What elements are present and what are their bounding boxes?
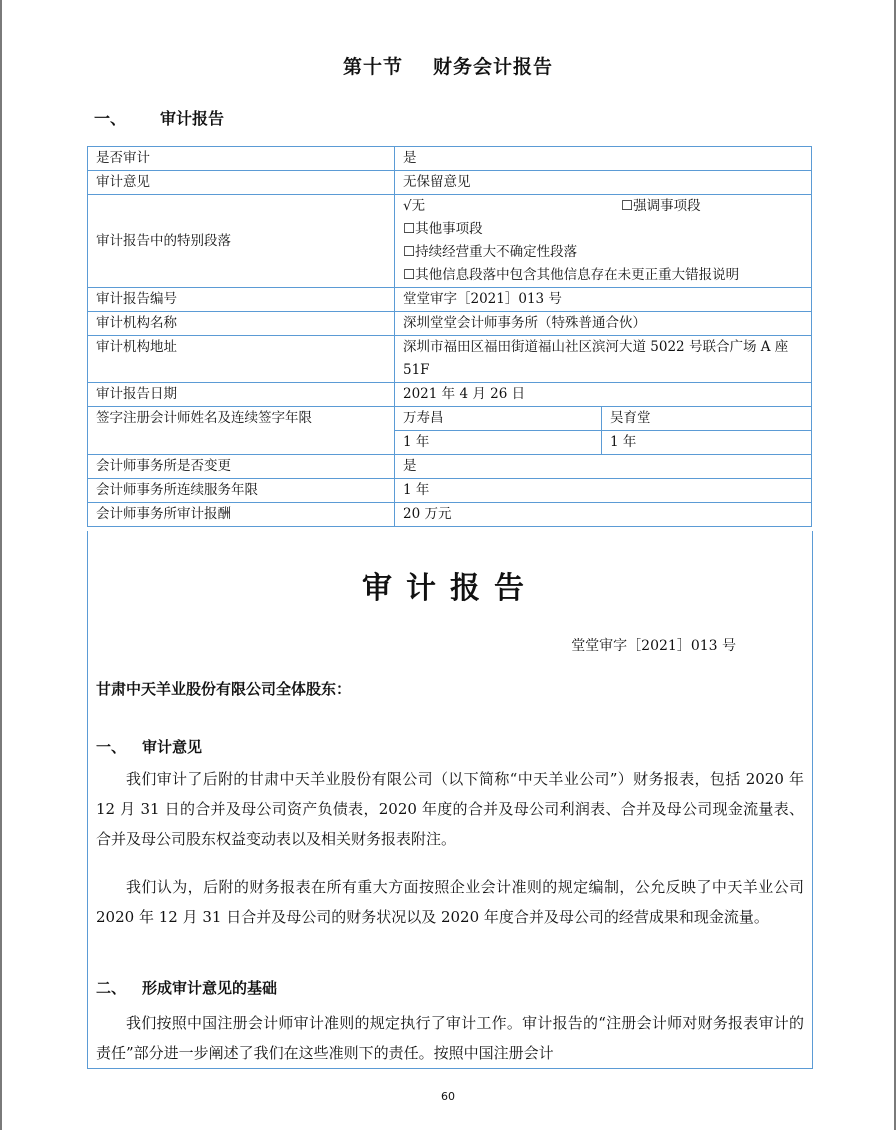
- special-paragraph-options: [395, 195, 812, 288]
- table-row: [88, 503, 812, 527]
- section-name: 财务会计报告: [433, 56, 554, 78]
- row-label: 审计机构名称: [88, 312, 395, 336]
- basis-number: 二、: [96, 979, 127, 997]
- page-number: 60: [441, 1090, 455, 1103]
- audit-fee-value: 20 万元: [395, 503, 812, 527]
- row-label: 审计机构地址: [88, 336, 395, 383]
- table-row: [88, 147, 812, 171]
- signer-name-2: 吴育堂: [602, 407, 812, 431]
- service-years-value: 1 年: [395, 479, 812, 503]
- table-row: [88, 171, 812, 195]
- signer-name-1: 万寿昌: [395, 407, 602, 431]
- page-edge-left: [0, 0, 2, 1130]
- firm-address-value: 深圳市福田区福田街道福山社区滨河大道 5022 号联合广场 A 座 51F: [395, 336, 812, 383]
- subsection-heading: [94, 106, 224, 129]
- table-row: [88, 288, 812, 312]
- table-row-special-paragraphs: [88, 195, 812, 288]
- signer-years-1: 1 年: [395, 431, 602, 455]
- signer-years-2: 1 年: [602, 431, 812, 455]
- row-label: 审计报告编号: [88, 288, 395, 312]
- row-label: 审计报告中的特别段落: [88, 195, 395, 288]
- option-other-info-checkbox: ☐其他信息段落中包含其他信息存在未更正重大错报说明: [403, 267, 740, 283]
- table-row-signers: [88, 407, 812, 431]
- basis-title: 形成审计意见的基础: [142, 979, 278, 997]
- report-addressee: 甘肃中天羊业股份有限公司全体股东：: [96, 680, 352, 698]
- option-other-matters-checkbox: ☐其他事项段: [403, 221, 483, 237]
- audit-report-box: [87, 531, 813, 1069]
- section-title: [0, 52, 896, 79]
- report-reference-number: 堂堂审字［2021］013 号: [571, 638, 736, 654]
- option-going-concern-checkbox: ☐持续经营重大不确定性段落: [403, 244, 578, 260]
- basis-paragraph-1: 我们按照中国注册会计师审计准则的规定执行了审计工作。审计报告的“注册会计师对财务报表审计的责任”部分进一步阐述了我们在这些准则下的责任。按照中国注册会计: [96, 1014, 804, 1062]
- opinion-number: 一、: [96, 738, 127, 756]
- opinion-heading: [96, 736, 202, 757]
- audit-info-table: [87, 146, 812, 527]
- subsection-title: 审计报告: [160, 109, 225, 128]
- opinion-paragraph-2: 我们认为，后附的财务报表在所有重大方面按照企业会计准则的规定编制，公允反映了中天羊业公司 2020 年 12 月 31 日合并及母公司的财务状况以及 2020 年度合并及母公司的经营成果和现金流量。: [96, 878, 804, 926]
- row-label: 会计师事务所是否变更: [88, 455, 395, 479]
- row-label: 会计师事务所连续服务年限: [88, 479, 395, 503]
- opinion-title: 审计意见: [142, 738, 203, 756]
- report-number-value: 堂堂审字［2021］013 号: [395, 288, 812, 312]
- table-row: [88, 479, 812, 503]
- table-row: [88, 455, 812, 479]
- report-date-value: 2021 年 4 月 26 日: [395, 383, 812, 407]
- row-label: 会计师事务所审计报酬: [88, 503, 395, 527]
- row-label: 审计意见: [88, 171, 395, 195]
- row-label: 签字注册会计师姓名及连续签字年限: [88, 407, 395, 455]
- row-value: 是: [395, 147, 812, 171]
- basis-heading: [96, 977, 277, 998]
- option-none-checked: √无: [403, 198, 426, 214]
- opinion-paragraph-1: 我们审计了后附的甘肃中天羊业股份有限公司（以下简称“中天羊业公司”）财务报表，包括 2020 年 12 月 31 日的合并及母公司资产负债表，2020 年度的合并及母公司利润表、合并及母公司现金流量表、合并及母公司股东权益变动表以及相关财务报表附注。: [96, 770, 804, 848]
- row-label: 是否审计: [88, 147, 395, 171]
- table-row: [88, 312, 812, 336]
- table-row: [88, 336, 812, 383]
- row-value: 无保留意见: [395, 171, 812, 195]
- row-label: 审计报告日期: [88, 383, 395, 407]
- section-number: 第十节: [342, 56, 403, 78]
- table-row: [88, 383, 812, 407]
- option-emphasis-checkbox: ☐强调事项段: [621, 198, 701, 214]
- report-title: 审计报告: [362, 571, 538, 606]
- subsection-number: 一、: [94, 109, 127, 128]
- firm-name-value: 深圳堂堂会计师事务所（特殊普通合伙）: [395, 312, 812, 336]
- firm-changed-value: 是: [395, 455, 812, 479]
